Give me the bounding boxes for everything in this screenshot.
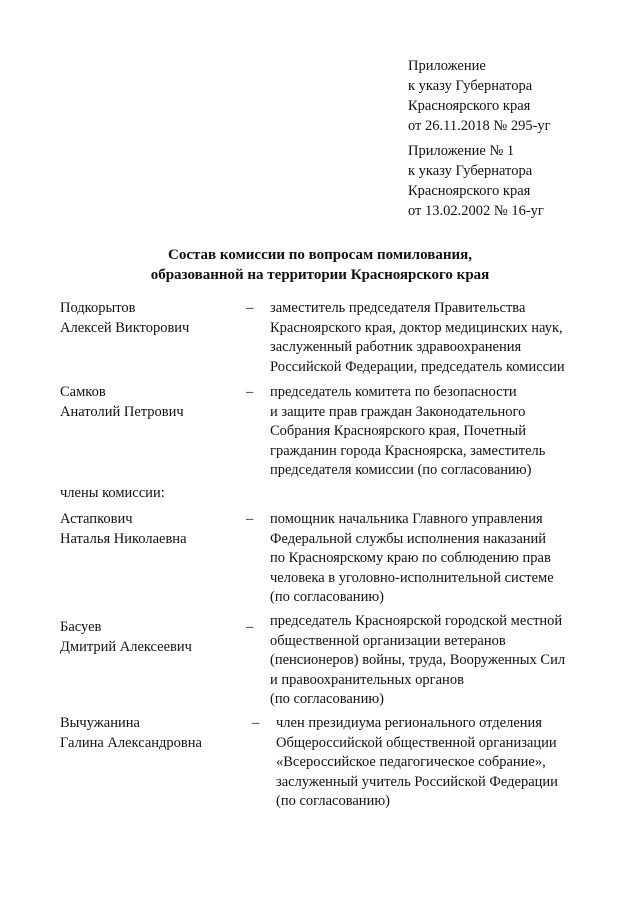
appendix-original-line: Приложение № 1 (408, 143, 515, 159)
description-line: и правоохранительных органов (270, 671, 464, 688)
member-description (270, 299, 610, 377)
appendix-header (408, 56, 551, 136)
members-section-label: члены комиссии: (60, 485, 165, 501)
description-line: (пенсионеров) войны, труда, Вооруженных Сил (270, 652, 566, 668)
member-given-name: Алексей Викторович (60, 319, 190, 336)
description-line: и защите прав граждан Законодательного (270, 403, 526, 420)
dash-separator: – (252, 715, 260, 731)
title-line-1: Состав комиссии по вопросам помилования, (168, 247, 472, 263)
description-line: заместитель председателя Правительства (270, 300, 526, 316)
member-description (270, 383, 610, 481)
description-line: председателя комиссии (по согласованию) (270, 462, 532, 478)
member-given-name: Дмитрий Алексеевич (60, 638, 192, 655)
appendix-original-line: к указу Губернатора (408, 163, 533, 179)
description-line: по Красноярскому краю по соблюдению прав (270, 550, 551, 566)
dash-separator: – (246, 511, 254, 527)
description-line: гражданин города Красноярска, заместитель (270, 442, 546, 459)
appendix-original-line: Красноярского края (408, 183, 531, 199)
appendix-header-line: от 26.11.2018 № 295-уг (408, 118, 551, 134)
description-line: человека в уголовно-исполнительной системе (270, 569, 554, 586)
description-line: заслуженный работник здравоохранения (270, 339, 522, 355)
appendix-original-line: от 13.02.2002 № 16-уг (408, 203, 544, 219)
member-surname: Басуев (60, 619, 102, 635)
member-name (60, 299, 189, 338)
dash-separator: – (246, 619, 254, 635)
member-name (60, 510, 187, 549)
description-line: общественной организации ветеранов (270, 632, 506, 649)
description-line: (по согласованию) (276, 793, 390, 809)
description-line: помощник начальника Главного управления (270, 511, 543, 527)
description-line: Федеральной службы исполнения наказаний (270, 530, 547, 547)
member-surname: Вычужанина (60, 715, 140, 731)
description-line: (по согласованию) (270, 691, 384, 707)
dash-separator: – (246, 384, 254, 400)
member-surname: Самков (60, 384, 106, 400)
description-line: член президиума регионального отделения (276, 715, 542, 731)
member-name (60, 618, 192, 657)
document-title (0, 245, 640, 285)
title-line-2: образованной на территории Красноярского края (150, 267, 490, 283)
dash-separator: – (246, 300, 254, 316)
appendix-header-line: Красноярского края (408, 98, 531, 114)
description-line: заслуженный учитель Российской Федерации (276, 773, 558, 790)
member-surname: Астапкович (60, 511, 133, 527)
description-line: Собрания Красноярского края, Почетный (270, 423, 527, 439)
member-description (270, 612, 610, 710)
member-description (276, 714, 616, 812)
appendix-original (408, 141, 544, 221)
member-given-name: Анатолий Петрович (60, 403, 184, 420)
member-given-name: Галина Александровна (60, 734, 202, 751)
description-line: Общероссийской общественной организации (276, 734, 557, 751)
member-name (60, 714, 202, 753)
description-line: председатель Красноярской городской местной (270, 613, 563, 629)
description-line: председатель комитета по безопасности (270, 384, 517, 400)
member-description (270, 510, 610, 608)
member-given-name: Наталья Николаевна (60, 530, 187, 547)
description-line: Красноярского края, доктор медицинских наук, (270, 319, 563, 336)
appendix-header-line: к указу Губернатора (408, 78, 533, 94)
member-name (60, 383, 184, 422)
appendix-header-line: Приложение (408, 58, 486, 74)
description-line: «Всероссийское педагогическое собрание», (276, 754, 546, 770)
description-line: Российской Федерации, председатель комиссии (270, 358, 565, 375)
description-line: (по согласованию) (270, 589, 384, 605)
member-surname: Подкорытов (60, 300, 136, 316)
